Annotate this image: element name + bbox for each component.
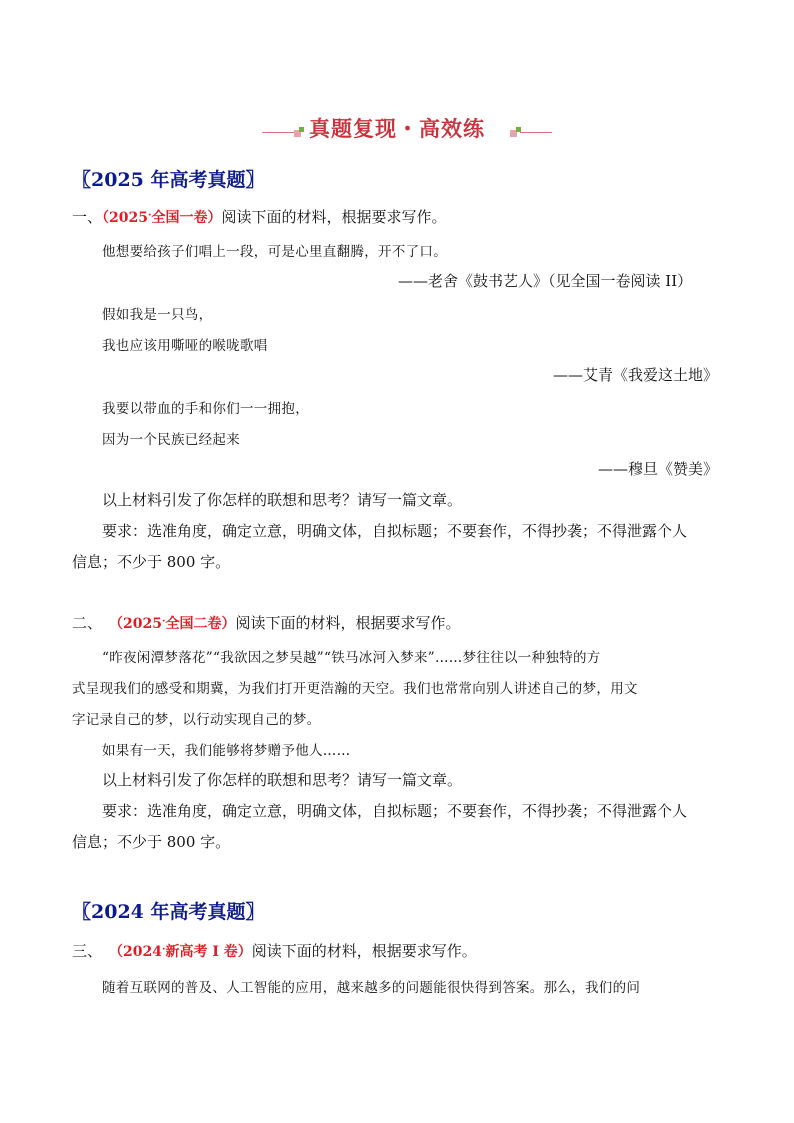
material-line: “昨夜闲潭梦落花”“我欲因之梦吴越”“铁马冰河入梦来”……梦往往以一种独特的方 bbox=[102, 650, 601, 666]
writing-prompt: 以上材料引发了你怎样的联想和思考？请写一篇文章。 bbox=[102, 771, 463, 789]
section-heading-2024: 〖2024 年高考真题〗 bbox=[72, 901, 265, 923]
question-1-header bbox=[72, 206, 446, 227]
question-instruction: 阅读下面的材料，根据要求写作。 bbox=[235, 614, 461, 632]
question-number: 三、 bbox=[72, 942, 103, 960]
material-line: 式呈现我们的感受和期冀，为我们打开更浩瀚的天空。我们也常常向别人讲述自己的梦，用文 bbox=[72, 681, 638, 697]
question-2-header bbox=[72, 612, 460, 633]
question-instruction: 阅读下面的材料，根据要求写作。 bbox=[221, 208, 447, 226]
requirements-line: 信息；不少于 800 字。 bbox=[72, 833, 231, 851]
banner-line-right bbox=[520, 132, 552, 133]
citation: ——穆旦《赞美》 bbox=[597, 460, 718, 478]
banner-title: 真题复现・高效练 bbox=[309, 117, 485, 141]
question-source: （2025·全国一卷） bbox=[102, 210, 222, 226]
material-line: 随着互联网的普及、人工智能的应用，越来越多的问题能很快得到答案。那么，我们的问 bbox=[102, 980, 641, 996]
question-source: （2025·全国二卷） bbox=[116, 616, 236, 632]
question-3-header bbox=[72, 940, 477, 961]
material-line: 字记录自己的梦，以行动实现自己的梦。 bbox=[72, 712, 321, 728]
writing-prompt: 以上材料引发了你怎样的联想和思考？请写一篇文章。 bbox=[102, 491, 463, 509]
poem-line: 我也应该用嘶哑的喉咙歌唱 bbox=[102, 338, 268, 354]
question-source: （2024·新高考 I 卷） bbox=[116, 944, 252, 960]
requirements-line: 要求：选准角度，确定立意，明确文体，自拟标题；不要套作，不得抄袭；不得泄露个人 bbox=[102, 802, 688, 820]
section-heading-2025: 〖2025 年高考真题〗 bbox=[72, 169, 265, 191]
material-line: 如果有一天，我们能够将梦赠予他人…… bbox=[102, 743, 351, 759]
poem-line: 假如我是一只鸟， bbox=[102, 307, 213, 323]
poem-line: 因为一个民族已经起来 bbox=[102, 432, 240, 448]
material-line: 他想要给孩子们唱上一段，可是心里直翻腾，开不了口。 bbox=[102, 244, 447, 260]
requirements-line: 信息；不少于 800 字。 bbox=[72, 553, 231, 571]
question-instruction: 阅读下面的材料，根据要求写作。 bbox=[251, 942, 477, 960]
citation: ——艾青《我爱这土地》 bbox=[552, 366, 718, 384]
citation: ——老舍《鼓书艺人》（见全国一卷阅读 II） bbox=[398, 272, 693, 290]
question-number: 一、 bbox=[72, 208, 103, 226]
requirements-line: 要求：选准角度，确定立意，明确文体，自拟标题；不要套作，不得抄袭；不得泄露个人 bbox=[102, 522, 688, 540]
question-number: 二、 bbox=[72, 614, 103, 632]
poem-line: 我要以带血的手和你们一一拥抱， bbox=[102, 401, 309, 417]
